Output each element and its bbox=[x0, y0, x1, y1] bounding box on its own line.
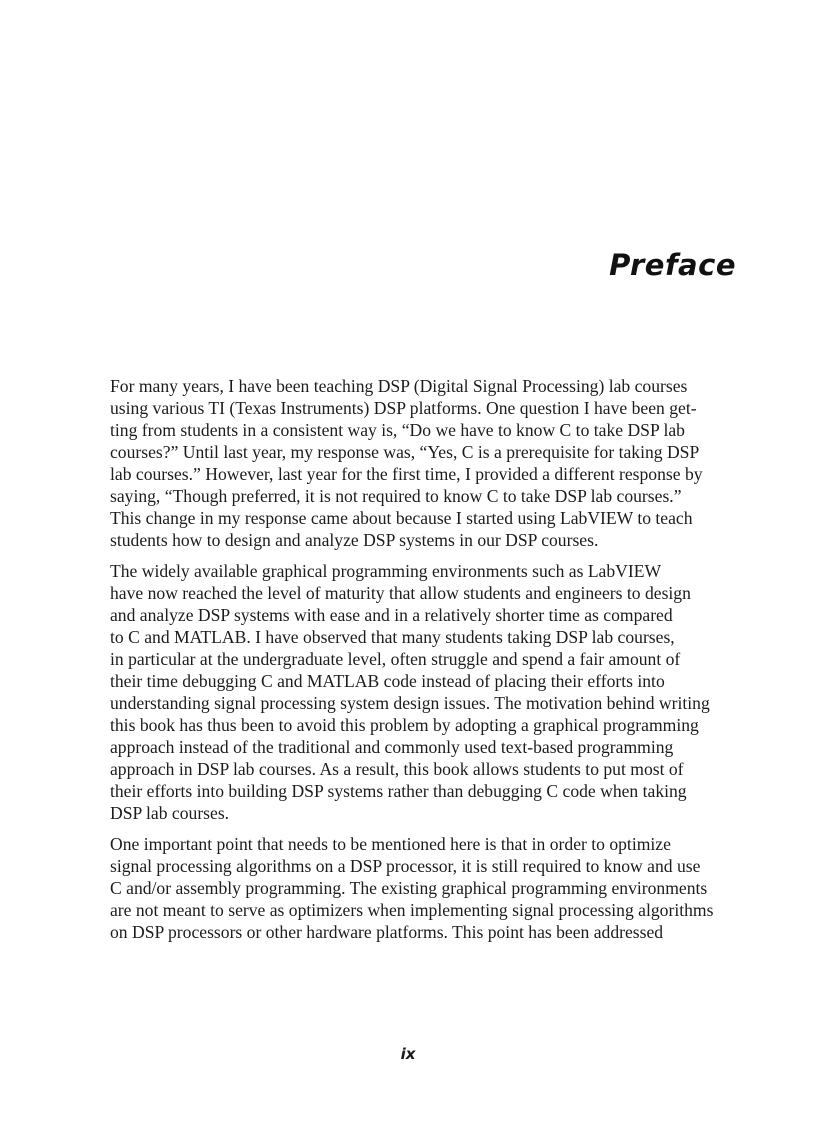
text-line: this book has thus been to avoid this problem by adopting a graphical programming bbox=[110, 715, 699, 735]
page-number: ix bbox=[400, 1045, 416, 1063]
text-line: approach in DSP lab courses. As a result, this book allows students to put most of bbox=[110, 759, 684, 779]
text-line: One important point that needs to be mentioned here is that in order to optimize bbox=[110, 834, 671, 854]
text-line: The widely available graphical programming environments such as LabVIEW bbox=[110, 561, 662, 581]
page-title: Preface bbox=[609, 248, 736, 282]
text-line: in particular at the undergraduate level, often struggle and spend a fair amount of bbox=[110, 649, 681, 669]
text-line: using various TI (Texas Instruments) DSP platforms. One question I have been get- bbox=[110, 398, 697, 418]
text-line: to C and MATLAB. I have observed that many students taking DSP lab courses, bbox=[110, 627, 675, 647]
text-line: For many years, I have been teaching DSP (Digital Signal Processing) lab courses bbox=[110, 376, 688, 396]
text-line: understanding signal processing system design issues. The motivation behind writing bbox=[110, 693, 710, 713]
text-line: their time debugging C and MATLAB code instead of placing their efforts into bbox=[110, 671, 665, 691]
text-line: ting from students in a consistent way is, “Do we have to know C to take DSP lab bbox=[110, 420, 685, 440]
text-line: DSP lab courses. bbox=[110, 803, 230, 823]
text-line: courses?” Until last year, my response was, “Yes, C is a prerequisite for taking DSP bbox=[110, 442, 700, 462]
paragraph-2 bbox=[110, 560, 736, 824]
preface-body bbox=[110, 375, 736, 952]
text-line: approach instead of the traditional and commonly used text-based programming bbox=[110, 737, 674, 757]
text-line: lab courses.” However, last year for the first time, I provided a different response by bbox=[110, 464, 703, 484]
text-line: their efforts into building DSP systems rather than debugging C code when taking bbox=[110, 781, 687, 801]
text-line: and analyze DSP systems with ease and in a relatively shorter time as compared bbox=[110, 605, 673, 625]
text-line: are not meant to serve as optimizers when implementing signal processing algorithms bbox=[110, 900, 714, 920]
text-line: on DSP processors or other hardware platforms. This point has been addressed bbox=[110, 922, 664, 942]
text-line: C and/or assembly programming. The existing graphical programming environments bbox=[110, 878, 708, 898]
text-line: This change in my response came about because I started using LabVIEW to teach bbox=[110, 508, 693, 528]
text-line: signal processing algorithms on a DSP processor, it is still required to know and use bbox=[110, 856, 701, 876]
paragraph-3 bbox=[110, 833, 736, 943]
text-line: have now reached the level of maturity that allow students and engineers to design bbox=[110, 583, 691, 603]
text-line: students how to design and analyze DSP systems in our DSP courses. bbox=[110, 530, 599, 550]
paragraph-1 bbox=[110, 375, 736, 551]
text-line: saying, “Though preferred, it is not required to know C to take DSP lab courses.” bbox=[110, 486, 682, 506]
